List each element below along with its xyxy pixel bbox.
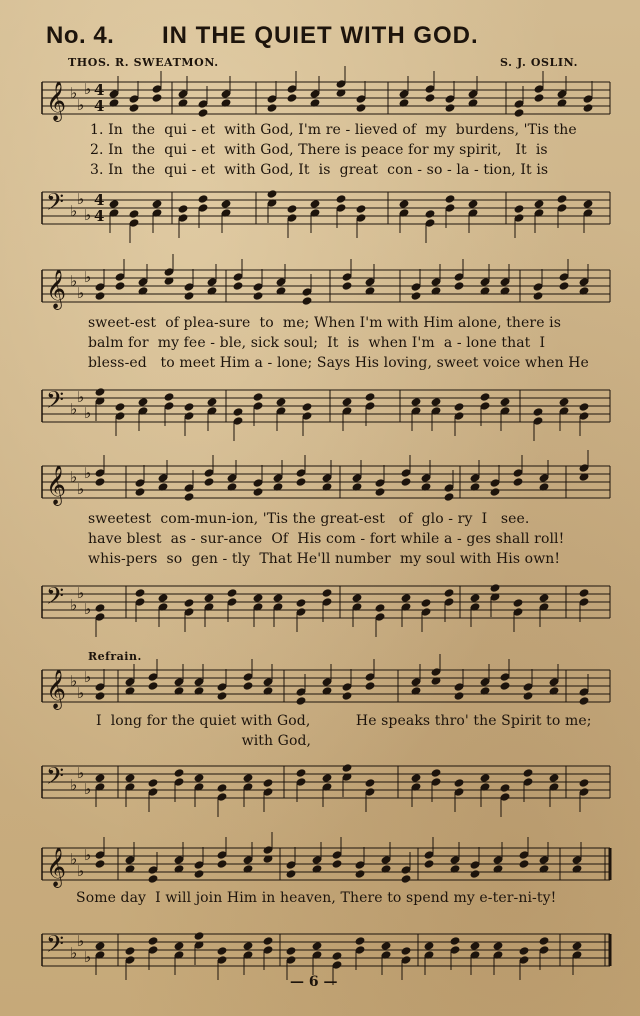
flat-icon: ♭	[84, 404, 92, 422]
note-head	[309, 199, 320, 209]
flat-icon: ♭	[84, 948, 92, 966]
refrain-label: Refrain.	[88, 650, 142, 663]
note-head	[538, 936, 549, 946]
note-head	[295, 477, 306, 487]
note-head	[262, 778, 273, 788]
lyric-line: whis-pers so gen - tly That He'll number my soul with His own!	[88, 551, 561, 567]
lyric-line: balm for my fee - ble, sick soul; It is when I'm a - lone that I	[88, 335, 546, 351]
note-head	[301, 402, 312, 412]
note-head	[311, 941, 322, 951]
note-head	[242, 941, 253, 951]
note-head	[571, 941, 582, 951]
lyric-line: 1. In the qui - et with God, I'm re - lieved of my burdens, 'Tis the	[90, 122, 577, 138]
note-head	[354, 869, 365, 879]
note-head	[400, 477, 411, 487]
note-head	[94, 691, 105, 701]
note-head	[355, 204, 366, 214]
lyric-line: 3. In the qui - et with God, It is great con - so - la - tion, It is	[90, 162, 549, 178]
note-head	[147, 936, 158, 946]
flat-icon: ♭	[77, 584, 85, 602]
note-head	[582, 199, 593, 209]
note-head	[147, 874, 158, 884]
note-head	[128, 103, 139, 113]
note-head	[321, 773, 332, 783]
note-head	[134, 588, 145, 598]
lyric-line: with God,	[96, 733, 312, 749]
treble-clef-icon: 𝄞	[46, 81, 67, 121]
time-signature-digit: 4	[94, 207, 105, 225]
note-head	[578, 778, 589, 788]
page-number: — 6 —	[290, 974, 338, 990]
note-head	[295, 598, 306, 608]
note-head	[424, 93, 435, 103]
note-head	[374, 487, 385, 497]
note-head	[489, 583, 500, 593]
note-head	[134, 487, 145, 497]
lyric-line: sweetest com-mun-ion, 'Tis the great-est of glo - ry I see.	[88, 511, 530, 527]
note-head	[513, 204, 524, 214]
note-head	[203, 477, 214, 487]
note-head	[151, 93, 162, 103]
note-head	[94, 941, 105, 951]
lyric-line: bless-ed to meet Him a - lone; Says His loving, sweet voice when He	[88, 355, 589, 371]
note-head	[193, 773, 204, 783]
note-head	[400, 874, 411, 884]
note-head	[374, 603, 385, 613]
note-head	[266, 189, 277, 199]
note-head	[548, 773, 559, 783]
note-head	[467, 199, 478, 209]
time-signature-digit: 4	[94, 191, 105, 209]
note-head	[364, 681, 375, 691]
note-head	[489, 487, 500, 497]
note-head	[177, 204, 188, 214]
treble-clef-icon: 𝄞	[46, 269, 67, 309]
bass-clef-icon: 𝄢	[46, 386, 65, 419]
note-head	[232, 407, 243, 417]
note-head	[410, 773, 421, 783]
hymn-title: IN THE QUIET WITH GOD.	[162, 22, 479, 49]
note-head	[321, 588, 332, 598]
lyric-line: sweet-est of plea-sure to me; When I'm with Him alone, there is	[88, 315, 562, 331]
time-signature-digit: 4	[94, 81, 105, 99]
note-head	[444, 194, 455, 204]
hymn-header	[46, 22, 606, 56]
note-head	[147, 778, 158, 788]
note-head	[285, 946, 296, 956]
flat-icon: ♭	[84, 268, 92, 286]
note-head	[341, 397, 352, 407]
note-head	[518, 859, 529, 869]
note-head	[410, 291, 421, 301]
music-staff-treble	[0, 842, 640, 890]
note-head	[354, 936, 365, 946]
note-head	[331, 859, 342, 869]
note-head	[512, 598, 523, 608]
note-head	[286, 93, 297, 103]
note-head	[295, 768, 306, 778]
note-head	[380, 941, 391, 951]
note-head	[533, 93, 544, 103]
note-head	[124, 946, 135, 956]
note-head	[114, 402, 125, 412]
flat-icon: ♭	[70, 596, 78, 614]
note-head	[513, 108, 524, 118]
note-head	[197, 108, 208, 118]
note-head	[242, 773, 253, 783]
note-head	[364, 778, 375, 788]
music-staff-bass	[0, 760, 640, 808]
flat-icon: ♭	[84, 80, 92, 98]
note-head	[533, 199, 544, 209]
flat-icon: ♭	[77, 388, 85, 406]
lyric-line: 2. In the qui - et with God, There is peace for my spirit, It is	[90, 142, 548, 158]
note-head	[335, 194, 346, 204]
flat-icon: ♭	[70, 776, 78, 794]
note-head	[558, 397, 569, 407]
note-head	[443, 588, 454, 598]
note-head	[578, 588, 589, 598]
note-head	[193, 931, 204, 941]
flat-icon: ♭	[70, 468, 78, 486]
note-head	[183, 492, 194, 502]
music-staff-bass	[0, 384, 640, 432]
note-head	[469, 593, 480, 603]
note-head	[499, 397, 510, 407]
flat-icon: ♭	[70, 672, 78, 690]
music-staff-bass	[0, 928, 640, 976]
note-head	[499, 783, 510, 793]
note-head	[286, 204, 297, 214]
note-head	[226, 588, 237, 598]
treble-clef-icon: 𝄞	[46, 847, 67, 887]
note-head	[400, 593, 411, 603]
flat-icon: ♭	[77, 284, 85, 302]
flat-icon: ♭	[77, 96, 85, 114]
note-head	[197, 194, 208, 204]
note-head	[301, 296, 312, 306]
note-head	[124, 773, 135, 783]
note-head	[469, 941, 480, 951]
note-head	[400, 946, 411, 956]
bass-clef-icon: 𝄢	[46, 930, 65, 963]
note-head	[203, 593, 214, 603]
note-head	[443, 492, 454, 502]
note-head	[512, 477, 523, 487]
note-head	[216, 859, 227, 869]
note-head	[532, 291, 543, 301]
flat-icon: ♭	[77, 684, 85, 702]
note-head	[479, 773, 490, 783]
note-head	[242, 681, 253, 691]
note-head	[94, 773, 105, 783]
note-head	[193, 869, 204, 879]
flat-icon: ♭	[70, 400, 78, 418]
note-head	[151, 199, 162, 209]
note-head	[578, 402, 589, 412]
music-staff-treble	[0, 264, 640, 312]
note-head	[272, 593, 283, 603]
flat-icon: ♭	[70, 272, 78, 290]
note-head	[449, 936, 460, 946]
flat-icon: ♭	[70, 84, 78, 102]
music-staff-treble	[0, 460, 640, 508]
note-head	[469, 869, 480, 879]
note-head	[183, 598, 194, 608]
note-head	[252, 392, 263, 402]
bass-clef-icon: 𝄢	[46, 188, 65, 221]
flat-icon: ♭	[84, 600, 92, 618]
note-head	[252, 291, 263, 301]
note-head	[183, 291, 194, 301]
treble-clef-icon: 𝄞	[46, 465, 67, 505]
note-head	[94, 477, 105, 487]
note-head	[295, 696, 306, 706]
note-head	[128, 209, 139, 219]
note-head	[232, 281, 243, 291]
note-head	[430, 397, 441, 407]
note-head	[522, 768, 533, 778]
flat-icon: ♭	[84, 206, 92, 224]
note-head	[216, 691, 227, 701]
lyric-line: have blest as - sur-ance Of His com - fort while a - ges shall roll!	[88, 531, 565, 547]
note-head	[94, 603, 105, 613]
note-head	[94, 387, 105, 397]
note-head	[364, 392, 375, 402]
bass-clef-icon: 𝄢	[46, 582, 65, 615]
note-head	[173, 941, 184, 951]
note-head	[351, 593, 362, 603]
note-head	[206, 397, 217, 407]
note-head	[157, 593, 168, 603]
note-head	[275, 397, 286, 407]
note-head	[582, 103, 593, 113]
note-head	[420, 598, 431, 608]
flat-icon: ♭	[84, 780, 92, 798]
music-staff-bass	[0, 186, 640, 234]
note-head	[173, 768, 184, 778]
note-head	[518, 946, 529, 956]
note-head	[108, 199, 119, 209]
note-head	[398, 199, 409, 209]
note-head	[216, 783, 227, 793]
note-head	[558, 281, 569, 291]
lyricist-credit: THOS. R. SWEATMON.	[68, 56, 219, 69]
note-head	[137, 397, 148, 407]
lyric-line: Some day I will join Him in heaven, There to spend my e-ter-ni-ty!	[76, 890, 557, 906]
note-head	[453, 402, 464, 412]
note-head	[453, 778, 464, 788]
note-head	[220, 199, 231, 209]
note-head	[285, 869, 296, 879]
note-head	[423, 941, 434, 951]
flat-icon: ♭	[84, 846, 92, 864]
note-head	[252, 487, 263, 497]
note-head	[163, 392, 174, 402]
note-head	[341, 281, 352, 291]
flat-icon: ♭	[70, 850, 78, 868]
note-head	[499, 681, 510, 691]
note-head	[430, 768, 441, 778]
note-head	[94, 859, 105, 869]
note-head	[522, 691, 533, 701]
flat-icon: ♭	[77, 764, 85, 782]
note-head	[355, 103, 366, 113]
flat-icon: ♭	[77, 862, 85, 880]
music-staff-treble	[0, 76, 640, 124]
note-head	[262, 936, 273, 946]
note-head	[492, 941, 503, 951]
note-head	[341, 763, 352, 773]
flat-icon: ♭	[84, 668, 92, 686]
flat-icon: ♭	[77, 190, 85, 208]
note-head	[341, 691, 352, 701]
note-head	[266, 103, 277, 113]
lyric-line: I long for the quiet with God, He speaks thro' the Spirit to me;	[96, 713, 592, 729]
music-staff-treble	[0, 664, 640, 712]
note-head	[410, 397, 421, 407]
treble-clef-icon: 𝄞	[46, 669, 67, 709]
note-head	[578, 696, 589, 706]
note-head	[114, 281, 125, 291]
note-head	[94, 291, 105, 301]
note-head	[252, 593, 263, 603]
note-head	[479, 392, 490, 402]
time-signature-digit: 4	[94, 97, 105, 115]
note-head	[532, 407, 543, 417]
note-head	[331, 951, 342, 961]
note-head	[444, 103, 455, 113]
flat-icon: ♭	[70, 944, 78, 962]
composer-credit: S. J. OSLIN.	[500, 56, 579, 69]
note-head	[556, 194, 567, 204]
flat-icon: ♭	[77, 480, 85, 498]
music-staff-bass	[0, 580, 640, 628]
note-head	[453, 691, 464, 701]
flat-icon: ♭	[70, 202, 78, 220]
note-head	[216, 946, 227, 956]
note-head	[147, 681, 158, 691]
hymn-number: No. 4.	[46, 22, 115, 49]
note-head	[424, 209, 435, 219]
flat-icon: ♭	[77, 932, 85, 950]
note-head	[183, 402, 194, 412]
flat-icon: ♭	[84, 464, 92, 482]
note-head	[453, 281, 464, 291]
note-head	[538, 593, 549, 603]
note-head	[423, 859, 434, 869]
bass-clef-icon: 𝄢	[46, 762, 65, 795]
